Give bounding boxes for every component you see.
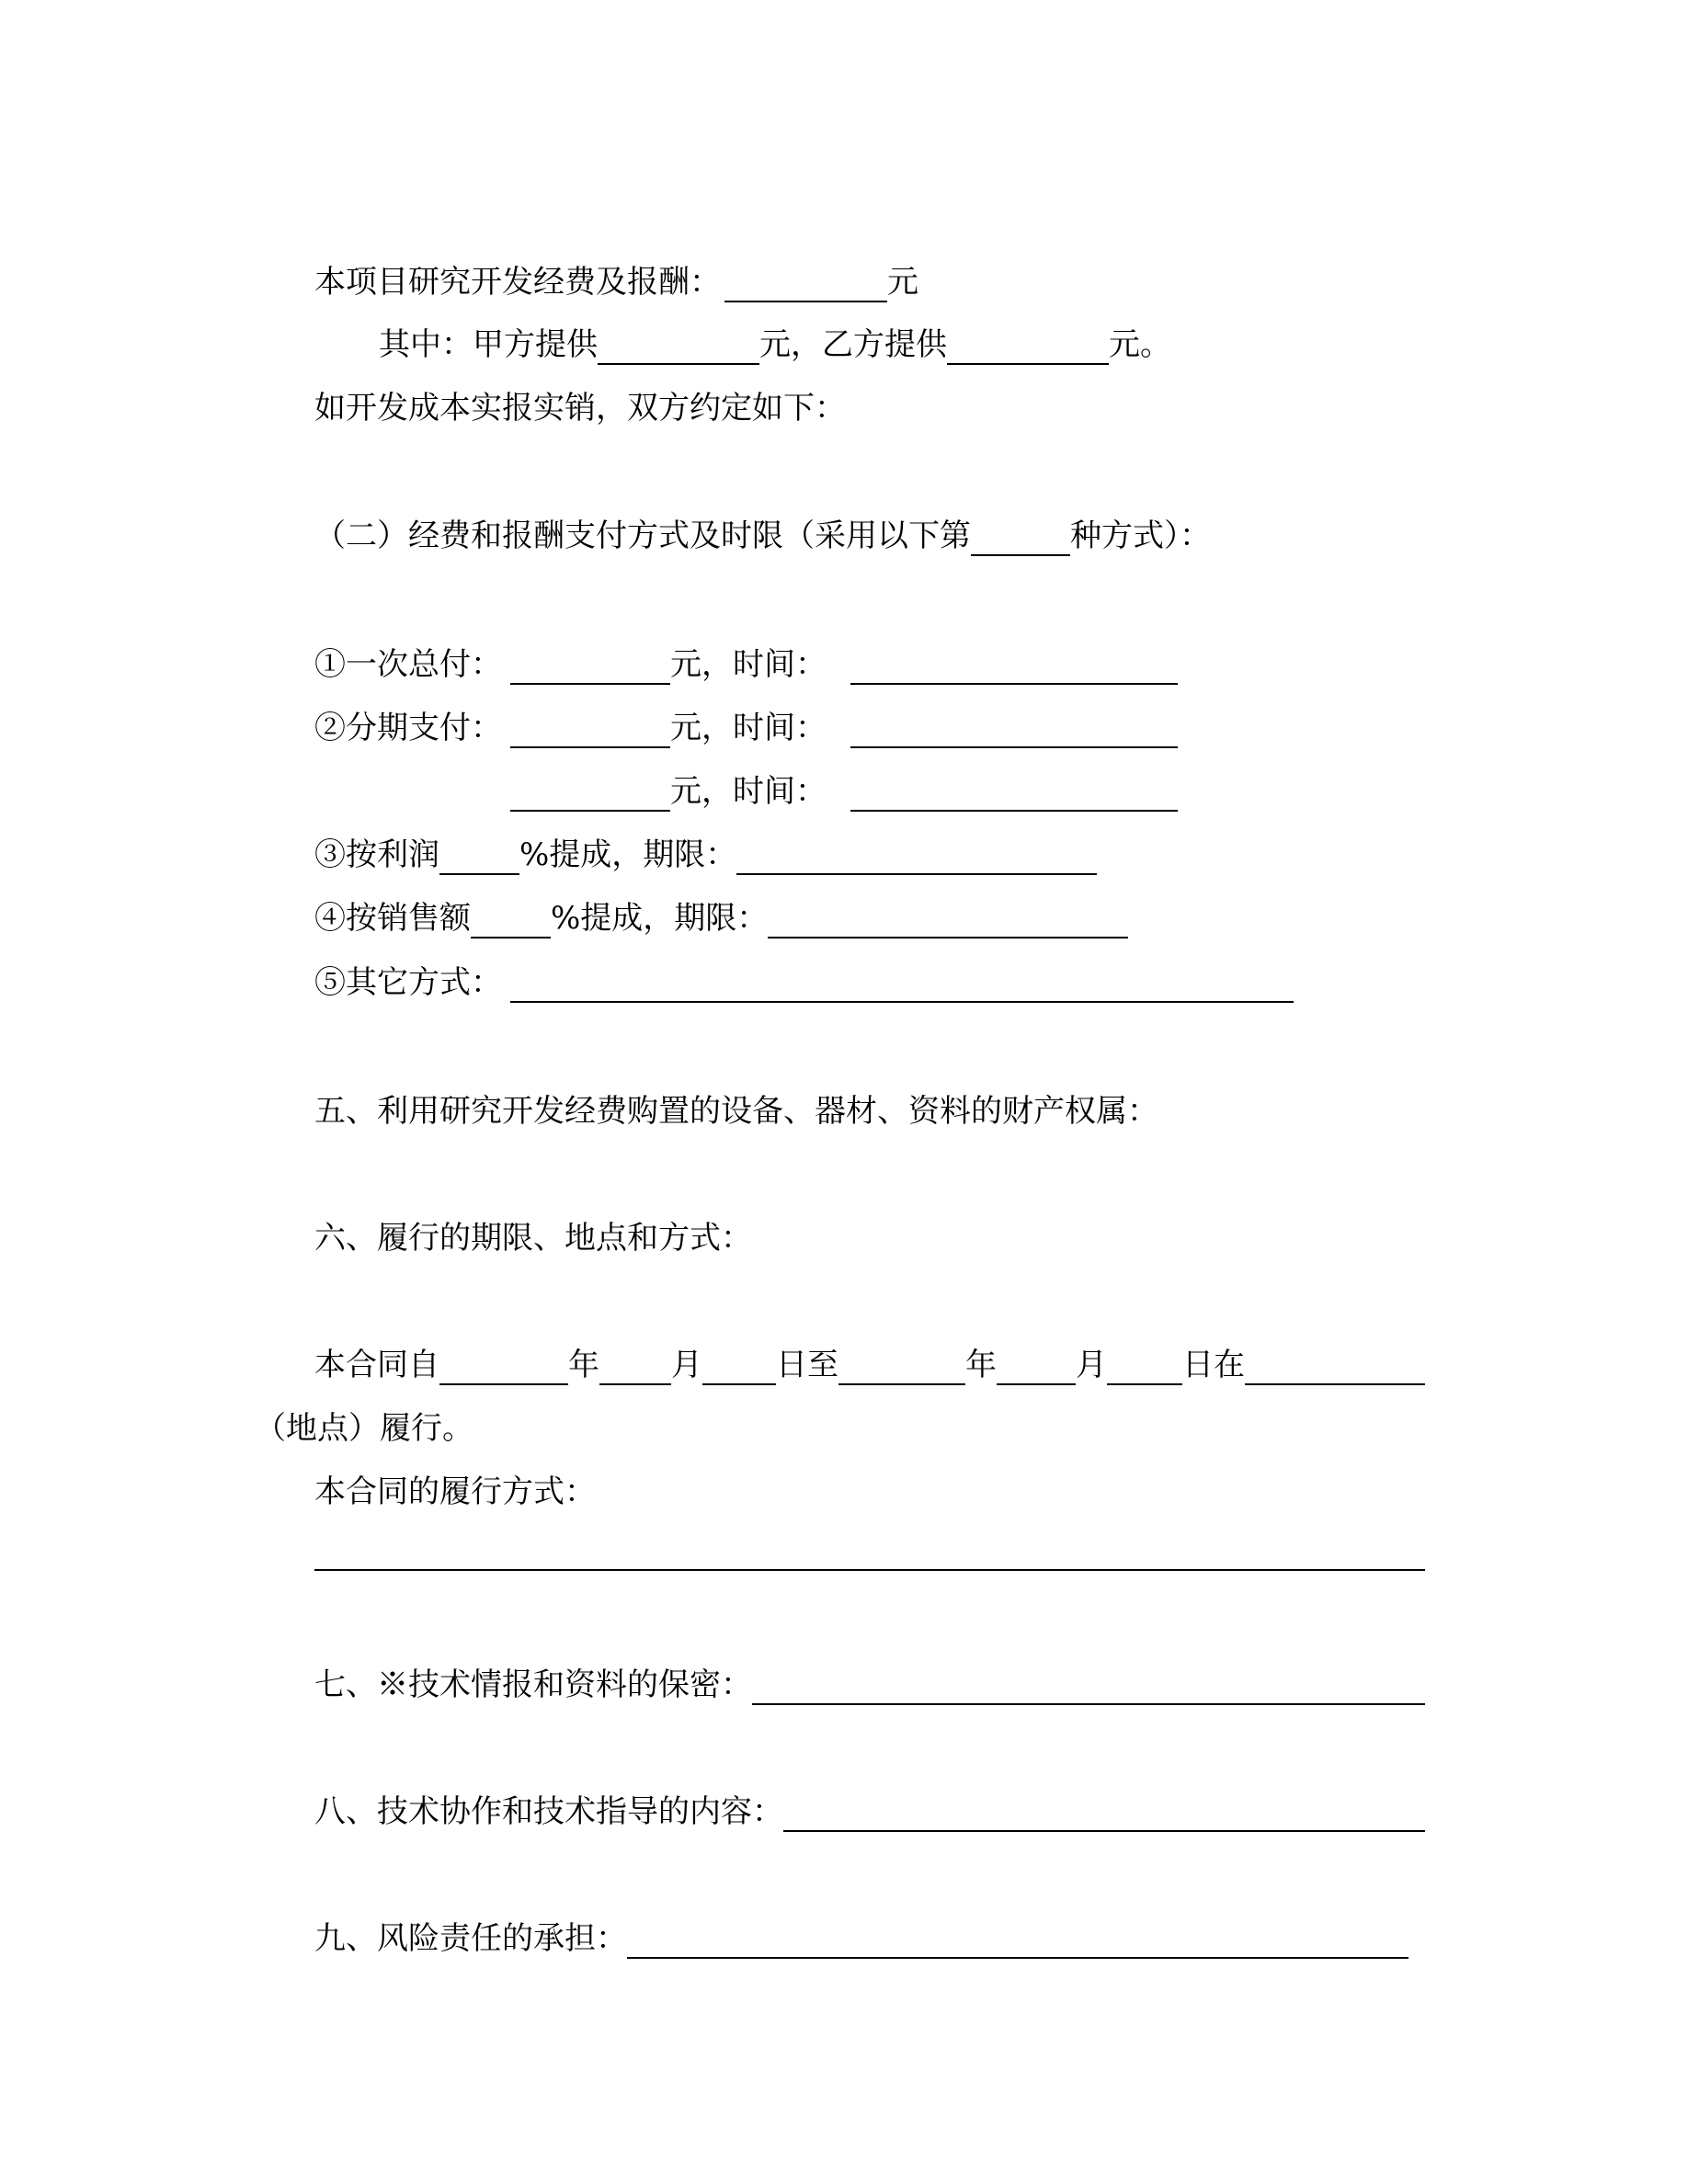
label: ③按利润	[314, 836, 439, 873]
label: %提成，期限：	[551, 900, 769, 937]
label: 种方式）：	[1070, 518, 1211, 554]
start-year-field[interactable]	[439, 1348, 568, 1385]
start-month-field[interactable]	[599, 1348, 671, 1385]
label: ⑤其它方式：	[314, 964, 502, 1001]
installment-time-field[interactable]	[850, 775, 1178, 812]
label: 本合同自	[314, 1347, 439, 1383]
term-line	[314, 1345, 1425, 1385]
sales-line	[314, 898, 1128, 938]
installment-line-2	[510, 771, 1178, 812]
place-text: （地点）履行。	[255, 1410, 473, 1447]
lump-amount-field[interactable]	[510, 648, 670, 685]
sales-percent-field[interactable]	[471, 902, 551, 938]
confidentiality-field[interactable]	[752, 1668, 1425, 1705]
method-line	[314, 1530, 1425, 1571]
lump-time-field[interactable]	[850, 648, 1178, 685]
section-8	[314, 1792, 1425, 1832]
fee-line	[314, 262, 918, 302]
label: ①一次总付：	[314, 646, 502, 683]
fee-amount-field[interactable]	[724, 266, 887, 302]
place-field[interactable]	[1245, 1348, 1425, 1385]
fee-label: 本项目研究开发经费及报酬：	[314, 264, 721, 301]
tech-cooperation-field[interactable]	[783, 1795, 1425, 1832]
section-7	[314, 1665, 1425, 1705]
unit: 元	[887, 264, 918, 301]
other-line	[314, 962, 1294, 1003]
label: 元，时间：	[670, 710, 827, 746]
label: 元，时间：	[670, 646, 827, 683]
payment-option-field[interactable]	[971, 519, 1070, 556]
profit-percent-field[interactable]	[439, 838, 519, 875]
label: ②分期支付：	[314, 710, 502, 746]
sales-term-field[interactable]	[768, 902, 1128, 938]
label: 元。	[1109, 326, 1171, 363]
label: ④按销售额	[314, 900, 471, 937]
section-6: 六、履行的期限、地点和方式：	[314, 1220, 752, 1257]
label: 月	[1076, 1347, 1107, 1383]
payment-heading	[314, 516, 1211, 556]
risk-field[interactable]	[627, 1922, 1409, 1959]
installment-amount-field[interactable]	[510, 711, 670, 748]
label: （二）经费和报酬支付方式及时限（采用以下第	[314, 518, 971, 554]
label: 七、※技术情报和资料的保密：	[314, 1666, 752, 1703]
end-year-field[interactable]	[838, 1348, 965, 1385]
section-5: 五、利用研究开发经费购置的设备、器材、资料的财产权属：	[314, 1093, 1158, 1130]
label: 八、技术协作和技术指导的内容：	[314, 1793, 783, 1830]
label: 元，时间：	[670, 773, 827, 810]
start-day-field[interactable]	[702, 1348, 776, 1385]
reimburse-text: 如开发成本实报实销，双方约定如下：	[314, 390, 846, 427]
party-b-amount-field[interactable]	[947, 328, 1109, 365]
other-method-field[interactable]	[510, 966, 1294, 1003]
profit-line	[314, 835, 1097, 875]
label: 年	[965, 1347, 997, 1383]
end-month-field[interactable]	[997, 1348, 1076, 1385]
label: 元，乙方提供	[759, 326, 947, 363]
installment-amount-field[interactable]	[510, 775, 670, 812]
label: 年	[568, 1347, 599, 1383]
label: 九、风险责任的承担：	[314, 1920, 627, 1957]
profit-term-field[interactable]	[736, 838, 1097, 875]
method-field[interactable]	[314, 1534, 1425, 1571]
installment-line-1	[314, 708, 1178, 748]
installment-time-field[interactable]	[850, 711, 1178, 748]
end-day-field[interactable]	[1107, 1348, 1182, 1385]
section-9	[314, 1918, 1409, 1959]
label: 月	[671, 1347, 702, 1383]
split-line	[379, 324, 1171, 365]
lump-sum-line	[314, 644, 1178, 685]
party-a-amount-field[interactable]	[598, 328, 759, 365]
method-label: 本合同的履行方式：	[314, 1473, 596, 1510]
label: 日在	[1182, 1347, 1245, 1383]
label: 其中：甲方提供	[379, 326, 598, 363]
label: 日至	[776, 1347, 838, 1383]
label: %提成，期限：	[519, 836, 737, 873]
